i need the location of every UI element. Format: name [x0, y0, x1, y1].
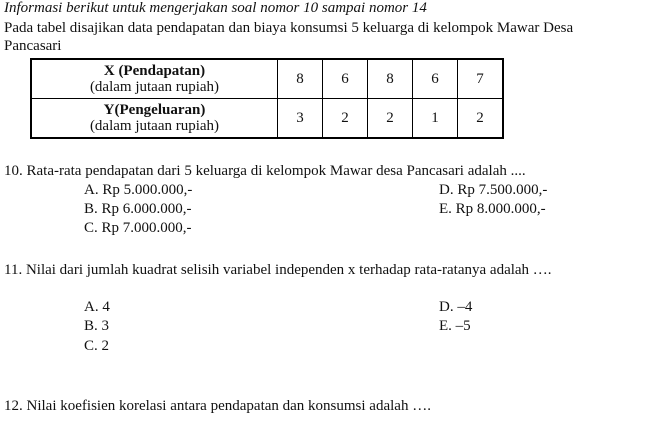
table-cell: 2 — [458, 99, 504, 139]
q11-option-c: C. 2 — [84, 338, 110, 354]
row-y-label: Y(Pengeluaran) — [103, 102, 206, 118]
table-cell: 7 — [458, 59, 504, 99]
row-y-header — [31, 99, 278, 139]
q11-text: 11. Nilai dari jumlah kuadrat selisih variabel independen x terhadap rata-ratanya adalah …. — [4, 262, 552, 278]
q11-option-a: A. 4 — [84, 299, 110, 315]
q11-option-e: E. –5 — [439, 318, 471, 334]
row-y-unit: (dalam jutaan rupiah) — [89, 118, 220, 134]
table-cell: 2 — [323, 99, 368, 139]
q10-option-b: B. Rp 6.000.000,- — [84, 201, 192, 217]
table-row-y — [31, 99, 503, 139]
intro-line-2: Pancasari — [4, 38, 62, 54]
q10-text: 10. Rata-rata pendapatan dari 5 keluarga di kelompok Mawar desa Pancasari adalah .... — [4, 163, 526, 179]
row-x-label: X (Pendapatan) — [103, 63, 206, 79]
q11-option-b: B. 3 — [84, 318, 110, 334]
q10-option-d: D. Rp 7.500.000,- — [439, 182, 548, 198]
table-cell: 8 — [278, 59, 323, 99]
row-x-unit: (dalam jutaan rupiah) — [89, 79, 220, 95]
q10-option-a: A. Rp 5.000.000,- — [84, 182, 193, 198]
table-cell: 6 — [323, 59, 368, 99]
q10-option-c: C. Rp 7.000.000,- — [84, 220, 192, 236]
q10-option-e: E. Rp 8.000.000,- — [439, 201, 546, 217]
intro-line-1: Pada tabel disajikan data pendapatan dan biaya konsumsi 5 keluarga di kelompok Mawar Desa — [4, 20, 574, 36]
table-cell: 6 — [413, 59, 458, 99]
table-cell: 8 — [368, 59, 413, 99]
row-x-header — [31, 59, 278, 99]
q12-text: 12. Nilai koefisien korelasi antara pendapatan dan konsumsi adalah …. — [4, 398, 431, 414]
intro-italic: Informasi berikut untuk mengerjakan soal nomor 10 sampai nomor 14 — [4, 0, 427, 16]
data-table — [30, 58, 504, 139]
q11-option-d: D. –4 — [439, 299, 473, 315]
table-cell: 1 — [413, 99, 458, 139]
table-cell: 3 — [278, 99, 323, 139]
table-cell: 2 — [368, 99, 413, 139]
table-row-x — [31, 59, 503, 99]
